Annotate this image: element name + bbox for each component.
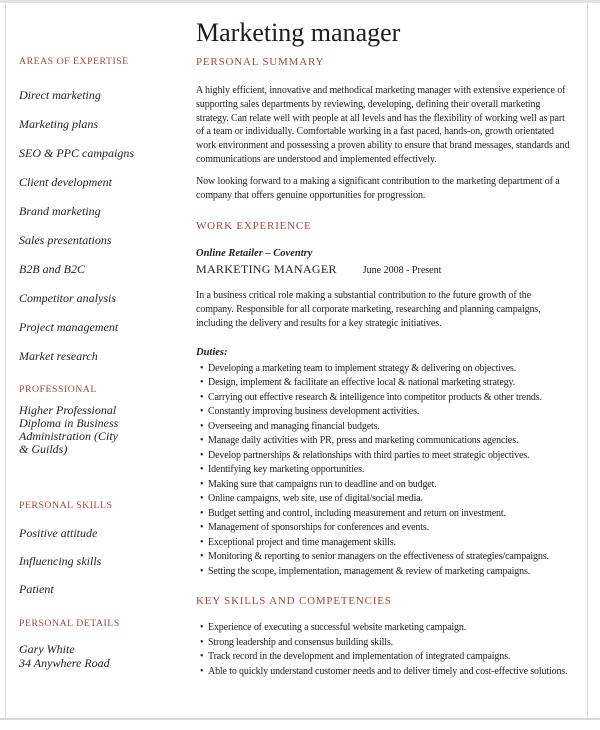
duty-item [196,434,570,449]
duty-item [196,536,570,551]
bullet-icon: • [200,464,204,476]
duty-text: Developing a marketing team to implement strategy & delivering on objectives. [208,362,517,374]
duty-item [196,420,570,435]
duty-item [196,376,570,391]
section-heading-areas-of-expertise: AREAS OF EXPERTISE [19,56,129,67]
expertise-item: Competitor analysis [19,291,117,305]
expertise-list [19,89,178,363]
bullet-icon: • [200,622,204,634]
expertise-item: Direct marketing [19,88,101,102]
expertise-item: Marketing plans [19,117,98,131]
personal-skills-list [19,527,178,596]
duty-item [196,478,570,493]
bullet-icon: • [200,651,204,663]
section-heading-professional: PROFESSIONAL [19,384,97,395]
bullet-icon: • [200,565,204,577]
section-heading-key-skills: KEY SKILLS AND COMPETENCIES [196,595,392,608]
bullet-icon: • [200,551,204,563]
expertise-item: Client development [19,175,112,189]
key-skill-item [196,665,570,680]
expertise-item: B2B and B2C [19,262,85,276]
key-skill-item [196,650,570,665]
bullet-icon: • [200,391,204,403]
page-edge-right [587,3,588,718]
duty-text: Exceptional project and time management skills. [208,536,396,548]
bullet-icon: • [200,377,204,389]
bullet-icon: • [200,665,204,677]
bullet-icon: • [200,435,204,447]
bullet-icon: • [200,478,204,490]
page-title: Marketing manager [196,18,401,47]
bullet-icon: • [200,449,204,461]
duty-text: Management of sponsorships for conferences and events. [208,522,429,534]
duty-text: Identifying key marketing opportunities. [208,464,365,476]
personal-details-block [19,643,178,670]
expertise-item: Brand marketing [19,204,101,218]
personal-skill-item: Influencing skills [19,554,102,568]
bullet-icon: • [200,522,204,534]
sidebar [6,3,178,679]
bullet-icon: • [200,507,204,519]
duty-item [196,362,570,377]
job-dates: June 2008 - Present [362,265,442,277]
duty-text: Budget setting and control, including measurement and return on investment. [208,507,506,519]
key-skill-text: Able to quickly understand customer needs and to deliver timely and cost-effective solutions. [208,665,568,677]
duty-text: Carrying out effective research & intelligence into competitor products & other trends. [208,391,542,403]
duty-item [196,463,570,478]
key-skill-text: Experience of executing a successful website marketing campaign. [208,622,467,634]
duties-label: Duties: [196,346,228,358]
duty-text: Online campaigns, web site, use of digital/social media. [208,493,423,505]
key-skill-text: Track record in the development and implementation of integrated campaigns. [208,651,511,663]
duty-item [196,521,570,536]
key-skill-text: Strong leadership and consensus building skills. [208,636,394,648]
duty-item [196,391,570,406]
job-title-row [196,262,570,278]
work-intro-paragraph: In a business critical role making a substantial contribution to the future growth of the company. Responsible for all corporate marketing, researching and planning campaigns, including the delivery and results for a key strategic initiatives. [196,290,541,329]
duty-item [196,507,570,522]
expertise-item: Sales presentations [19,233,112,247]
duty-item [196,550,570,565]
main-column [178,3,570,679]
expertise-item: SEO & PPC campaigns [19,146,134,160]
professional-qualification: Higher Professional Diploma in Business Administration (City & Guilds) [19,403,119,456]
bullet-icon: • [200,420,204,432]
duty-item [196,405,570,420]
summary-paragraph: A highly efficient, innovative and methodical marketing manager with extensive experience of supporting sales departments by reviewing, developing, defining their overall marketing strategy. Can relate well with people at all levels and has the flexibility of working well as part of a team or individually. Comfortable working in a fast paced, hands-on, growth orientated work environment and possessing a proven ability to ensure that brand messages, standards and communications are understood and implemented effectively. [196,85,570,165]
duty-text: Monitoring & reporting to senior managers on the effectiveness of strategies/campaigns. [208,551,549,563]
expertise-item: Market research [19,349,98,363]
key-skill-item [196,621,570,636]
duty-text: Overseeing and managing financial budgets. [208,420,380,432]
personal-skill-item: Positive attitude [19,526,98,540]
personal-details-address: 34 Anywhere Road [19,655,110,670]
bullet-icon: • [200,362,204,374]
duty-item [196,565,570,580]
bullet-icon: • [200,493,204,505]
page-content [6,3,587,679]
bullet-icon: • [200,636,204,648]
duty-text: Design, implement & facilitate an effective local & national marketing strategy. [208,377,516,389]
duty-text: Develop partnerships & relationships with third parties to meet strategic objectives. [208,449,530,461]
section-heading-personal-details: PERSONAL DETAILS [19,618,120,629]
duty-text: Constantly improving business development activities. [208,406,420,418]
job-title: MARKETING MANAGER [196,262,337,277]
bullet-icon: • [200,406,204,418]
duty-item [196,492,570,507]
summary-paragraph: Now looking forward to a making a significant contribution to the marketing department of a company that offers genuine opportunities for progression. [196,175,560,201]
duty-text: Setting the scope, implementation, management & review of marketing campaigns. [208,565,531,577]
section-heading-personal-skills: PERSONAL SKILLS [19,500,113,511]
personal-skill-item: Patient [19,582,54,596]
section-heading-work-experience: WORK EXPERIENCE [196,220,312,233]
page-edge-bottom [0,718,600,720]
bullet-icon: • [200,536,204,548]
personal-details-name: Gary White [19,642,75,656]
duties-list [196,362,570,580]
expertise-item: Project management [19,320,119,334]
key-skill-item [196,636,570,651]
key-skills-list [196,621,570,679]
employer-line: Online Retailer – Coventry [196,248,313,260]
duty-text: Manage daily activities with PR, press and marketing communications agencies. [208,435,519,447]
duty-item [196,449,570,464]
section-heading-personal-summary: PERSONAL SUMMARY [196,56,325,68]
duty-text: Making sure that campaigns run to deadline and on budget. [208,478,437,490]
